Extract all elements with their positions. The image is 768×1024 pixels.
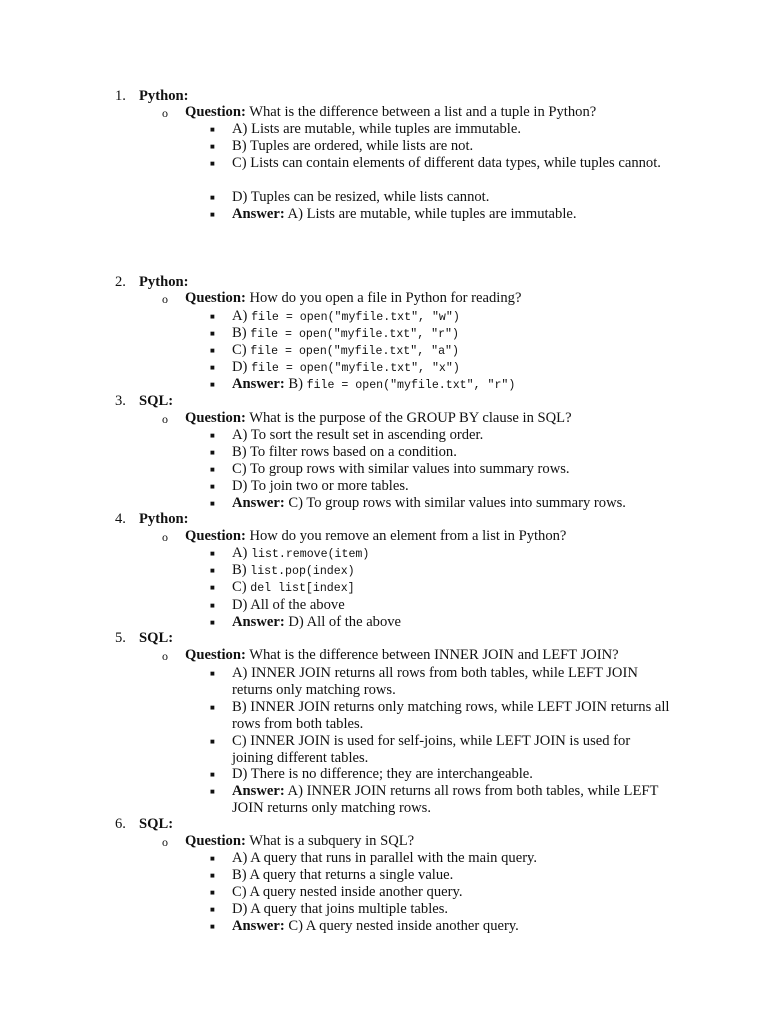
answer-text: All of the above	[306, 614, 402, 630]
circle-bullet-icon: o	[162, 412, 168, 426]
question-text: How do you remove an element from a list in Python?	[249, 528, 567, 544]
option-line	[232, 461, 672, 478]
topic-label: Python:	[139, 88, 189, 104]
question-text: What is the difference between INNER JOIN and LEFT JOIN?	[249, 647, 619, 663]
option-line	[232, 121, 672, 138]
square-bullet-icon: ■	[210, 312, 215, 321]
topic-label: Python:	[139, 511, 189, 527]
square-bullet-icon: ■	[210, 431, 215, 440]
option-line	[232, 766, 672, 783]
item-number: 4.	[115, 511, 126, 527]
item-number: 1.	[115, 88, 126, 104]
option-text: Lists can contain elements of different data types, while tuples cannot.	[250, 155, 661, 171]
option-code: del list[index]	[250, 582, 355, 595]
option-prefix: A)	[232, 545, 248, 561]
square-bullet-icon: ■	[210, 583, 215, 592]
square-bullet-icon: ■	[210, 549, 215, 558]
circle-bullet-icon: o	[162, 835, 168, 849]
square-bullet-icon: ■	[210, 363, 215, 372]
option-text: A query that returns a single value.	[249, 867, 454, 883]
answer-line	[232, 206, 672, 223]
option-line	[232, 579, 672, 597]
option-line	[232, 699, 672, 733]
question-label: Question:	[185, 290, 246, 306]
option-line	[232, 308, 672, 326]
circle-bullet-icon: o	[162, 106, 168, 120]
option-code: file = open("myfile.txt", "a")	[250, 345, 459, 358]
option-code: list.pop(index)	[250, 565, 355, 578]
square-bullet-icon: ■	[210, 669, 215, 678]
option-prefix: B)	[232, 325, 247, 341]
topic-label: Python:	[139, 274, 189, 290]
question-label: Question:	[185, 528, 246, 544]
square-bullet-icon: ■	[210, 329, 215, 338]
option-prefix: D)	[232, 478, 248, 494]
square-bullet-icon: ■	[210, 854, 215, 863]
option-line	[232, 359, 672, 377]
answer-line	[232, 614, 672, 631]
topic-label: SQL:	[139, 816, 174, 832]
option-prefix: D)	[232, 597, 248, 613]
question-line	[185, 104, 705, 121]
square-bullet-icon: ■	[210, 210, 215, 219]
option-text: To sort the result set in ascending order.	[250, 427, 484, 443]
square-bullet-icon: ■	[210, 125, 215, 134]
answer-label: Answer:	[232, 206, 285, 222]
option-line	[232, 444, 672, 461]
question-text: What is a subquery in SQL?	[249, 833, 415, 849]
square-bullet-icon: ■	[210, 499, 215, 508]
option-line	[232, 342, 672, 360]
option-code: list.remove(item)	[251, 548, 370, 561]
option-text: Lists are mutable, while tuples are immutable.	[251, 121, 521, 137]
option-text: INNER JOIN returns only matching rows, while LEFT JOIN returns all rows from both tables.	[232, 699, 670, 732]
square-bullet-icon: ■	[210, 566, 215, 575]
option-line	[232, 189, 672, 206]
square-bullet-icon: ■	[210, 787, 215, 796]
question-label: Question:	[185, 410, 246, 426]
option-line	[232, 478, 672, 495]
option-prefix: C)	[232, 733, 247, 749]
item-number: 5.	[115, 630, 126, 646]
topic-label: SQL:	[139, 393, 174, 409]
option-text: INNER JOIN returns all rows from both tables, while LEFT JOIN returns only matching rows.	[232, 665, 638, 698]
answer-line	[232, 376, 672, 394]
answer-text: Lists are mutable, while tuples are immutable.	[306, 206, 577, 222]
option-text: There is no difference; they are interchangeable.	[250, 766, 533, 782]
square-bullet-icon: ■	[210, 922, 215, 931]
option-prefix: C)	[232, 461, 247, 477]
option-line	[232, 155, 672, 172]
question-label: Question:	[185, 647, 246, 663]
option-prefix: B)	[232, 867, 247, 883]
option-prefix: C)	[232, 579, 247, 595]
circle-bullet-icon: o	[162, 292, 168, 306]
item-number: 2.	[115, 274, 126, 290]
answer-text: INNER JOIN returns all rows from both tables, while LEFT JOIN returns only matching rows.	[232, 783, 659, 816]
option-text: To filter rows based on a condition.	[249, 444, 457, 460]
option-prefix: B)	[232, 444, 247, 460]
square-bullet-icon: ■	[210, 142, 215, 151]
question-text: What is the purpose of the GROUP BY clause in SQL?	[249, 410, 572, 426]
option-prefix: B)	[232, 562, 247, 578]
option-prefix: B)	[232, 699, 247, 715]
answer-code: file = open("myfile.txt", "r")	[306, 379, 516, 392]
option-prefix: D)	[232, 359, 248, 375]
square-bullet-icon: ■	[210, 888, 215, 897]
question-line	[185, 528, 705, 545]
option-line	[232, 427, 672, 444]
circle-bullet-icon: o	[162, 649, 168, 663]
option-code: file = open("myfile.txt", "x")	[251, 362, 460, 375]
circle-bullet-icon: o	[162, 530, 168, 544]
square-bullet-icon: ■	[210, 618, 215, 627]
option-line	[232, 597, 672, 614]
question-line	[185, 833, 705, 850]
question-line	[185, 647, 705, 664]
answer-prefix: B)	[288, 376, 303, 392]
square-bullet-icon: ■	[210, 905, 215, 914]
item-number: 3.	[115, 393, 126, 409]
question-text: How do you open a file in Python for reading?	[249, 290, 522, 306]
square-bullet-icon: ■	[210, 703, 215, 712]
answer-text: A query nested inside another query.	[305, 918, 519, 934]
answer-prefix: C)	[288, 495, 303, 511]
square-bullet-icon: ■	[210, 380, 215, 389]
option-line	[232, 138, 672, 155]
option-line	[232, 665, 672, 699]
option-prefix: A)	[232, 308, 248, 324]
answer-prefix: C)	[288, 918, 303, 934]
option-prefix: A)	[232, 665, 248, 681]
option-text: INNER JOIN is used for self-joins, while LEFT JOIN is used for joining different tables.	[232, 733, 631, 766]
answer-label: Answer:	[232, 918, 285, 934]
answer-label: Answer:	[232, 783, 285, 799]
question-line	[185, 290, 705, 307]
option-prefix: D)	[232, 766, 248, 782]
option-text: Tuples can be resized, while lists cannot.	[250, 189, 490, 205]
option-prefix: B)	[232, 138, 247, 154]
option-prefix: C)	[232, 342, 247, 358]
topic-label: SQL:	[139, 630, 174, 646]
answer-line	[232, 918, 672, 935]
answer-prefix: D)	[288, 614, 304, 630]
answer-prefix: A)	[287, 783, 303, 799]
answer-label: Answer:	[232, 495, 285, 511]
square-bullet-icon: ■	[210, 448, 215, 457]
question-text: What is the difference between a list and a tuple in Python?	[249, 104, 597, 120]
option-prefix: D)	[232, 901, 248, 917]
square-bullet-icon: ■	[210, 601, 215, 610]
answer-text: To group rows with similar values into summary rows.	[306, 495, 626, 511]
square-bullet-icon: ■	[210, 193, 215, 202]
option-text: All of the above	[250, 597, 345, 613]
option-line	[232, 901, 672, 918]
square-bullet-icon: ■	[210, 770, 215, 779]
option-line	[232, 733, 672, 767]
item-number: 6.	[115, 816, 126, 832]
square-bullet-icon: ■	[210, 159, 215, 168]
square-bullet-icon: ■	[210, 737, 215, 746]
square-bullet-icon: ■	[210, 346, 215, 355]
option-text: To group rows with similar values into summary rows.	[249, 461, 570, 477]
question-line	[185, 410, 705, 427]
option-text: A query that runs in parallel with the main query.	[250, 850, 538, 866]
option-text: To join two or more tables.	[250, 478, 409, 494]
option-line	[232, 325, 672, 343]
answer-line	[232, 783, 672, 817]
option-prefix: A)	[232, 427, 248, 443]
option-line	[232, 884, 672, 901]
option-line	[232, 545, 672, 563]
answer-label: Answer:	[232, 614, 285, 630]
option-prefix: A)	[232, 121, 248, 137]
square-bullet-icon: ■	[210, 465, 215, 474]
question-label: Question:	[185, 104, 246, 120]
option-text: Tuples are ordered, while lists are not.	[249, 138, 474, 154]
option-prefix: C)	[232, 884, 247, 900]
answer-label: Answer:	[232, 376, 285, 392]
option-text: A query that joins multiple tables.	[250, 901, 449, 917]
option-code: file = open("myfile.txt", "r")	[250, 328, 459, 341]
option-prefix: A)	[232, 850, 248, 866]
option-prefix: C)	[232, 155, 247, 171]
option-line	[232, 850, 672, 867]
option-line	[232, 562, 672, 580]
answer-line	[232, 495, 672, 512]
option-text: A query nested inside another query.	[249, 884, 463, 900]
square-bullet-icon: ■	[210, 482, 215, 491]
square-bullet-icon: ■	[210, 871, 215, 880]
option-code: file = open("myfile.txt", "w")	[251, 311, 460, 324]
option-line	[232, 867, 672, 884]
answer-prefix: A)	[287, 206, 303, 222]
option-prefix: D)	[232, 189, 248, 205]
question-label: Question:	[185, 833, 246, 849]
